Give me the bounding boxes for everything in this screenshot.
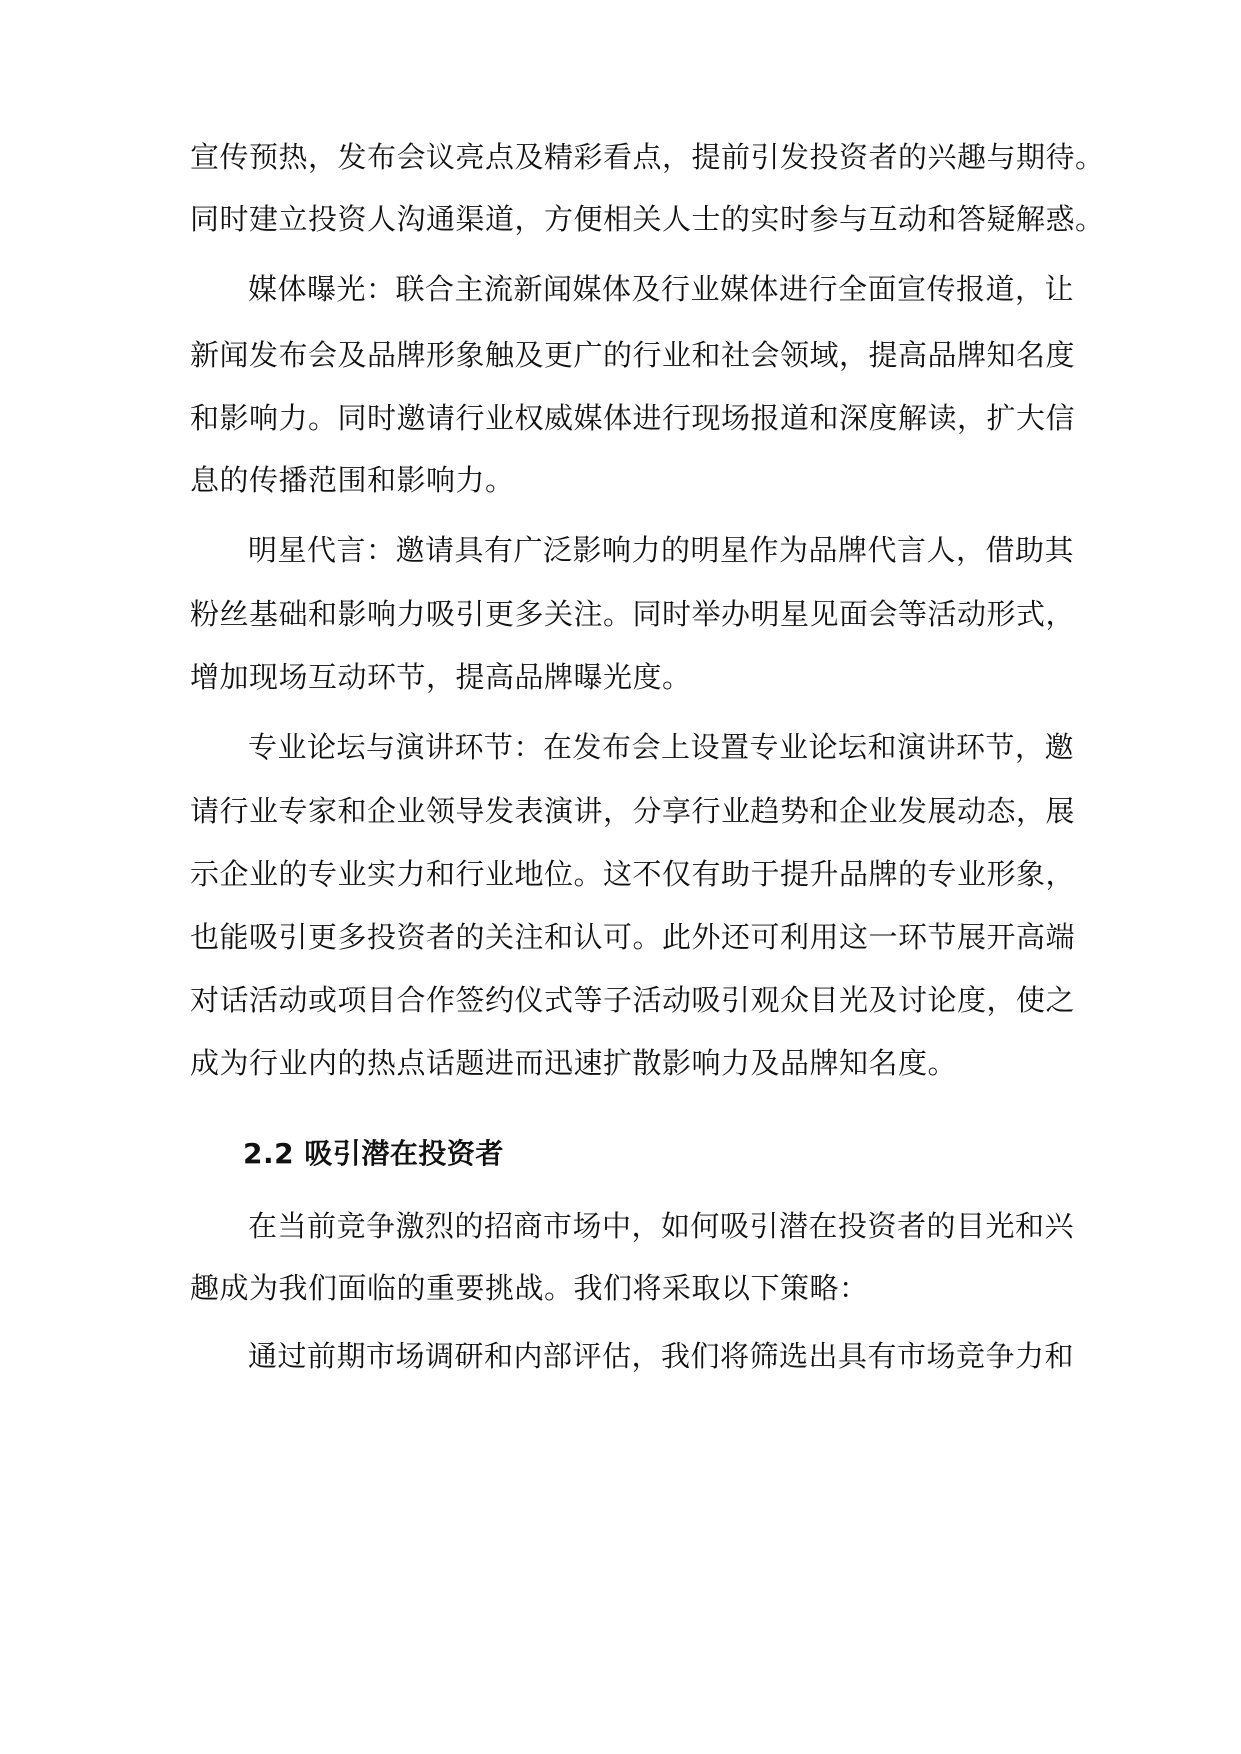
paragraph-line: 增加现场互动环节，提高品牌曝光度。 [190, 660, 692, 694]
paragraph-line: 新闻发布会及品牌形象触及更广的行业和社会领域，提高品牌知名度 [190, 338, 1076, 372]
paragraph-line: 媒体曝光：联合主流新闻媒体及行业媒体进行全面宣传报道，让 [248, 272, 1075, 306]
paragraph-line: 专业论坛与演讲环节：在发布会上设置专业论坛和演讲环节，邀 [248, 730, 1075, 764]
paragraph-line: 请行业专家和企业领导发表演讲，分享行业趋势和企业发展动态，展 [190, 794, 1076, 828]
paragraph-line: 在当前竞争激烈的招商市场中，如何吸引潜在投资者的目光和兴 [248, 1209, 1075, 1243]
paragraph-line: 对话活动或项目合作签约仪式等子活动吸引观众目光及讨论度，使之 [190, 983, 1076, 1017]
paragraph-line: 成为行业内的热点话题进而迅速扩散影响力及品牌知名度。 [190, 1046, 958, 1080]
paragraph-line: 同时建立投资人沟通渠道，方便相关人士的实时参与互动和答疑解惑。 [190, 202, 1105, 236]
paragraph-line: 通过前期市场调研和内部评估，我们将筛选出具有市场竞争力和 [248, 1339, 1075, 1373]
paragraph-line: 示企业的专业实力和行业地位。这不仅有助于提升品牌的专业形象， [190, 857, 1076, 891]
paragraph-line: 粉丝基础和影响力吸引更多关注。同时举办明星见面会等活动形式， [190, 597, 1076, 631]
paragraph-line: 也能吸引更多投资者的关注和认可。此外还可利用这一环节展开高端 [190, 920, 1076, 954]
paragraph-line: 明星代言：邀请具有广泛影响力的明星作为品牌代言人，借助其 [248, 533, 1075, 567]
paragraph-line: 趣成为我们面临的重要挑战。我们将采取以下策略： [190, 1271, 869, 1305]
section-heading: 2.2 吸引潜在投资者 [243, 1137, 504, 1170]
paragraph-line: 息的传播范围和影响力。 [190, 463, 515, 497]
paragraph-line: 和影响力。同时邀请行业权威媒体进行现场报道和深度解读，扩大信 [190, 401, 1076, 435]
paragraph-line: 宣传预热，发布会议亮点及精彩看点，提前引发投资者的兴趣与期待。 [190, 140, 1105, 174]
